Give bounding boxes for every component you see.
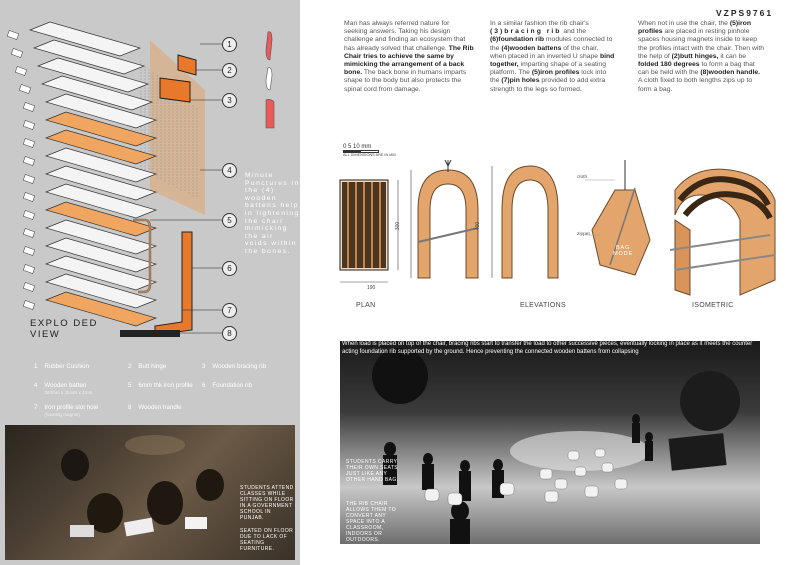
text: lock into the — [490, 69, 607, 85]
handle-ref: (8)wooden handle. — [700, 69, 761, 77]
dim-190: 190 — [367, 285, 376, 291]
plan-drawing — [340, 180, 398, 282]
legend-item-8 — [128, 404, 182, 411]
scale-note: ALL DIMENSIONS ARE IN MM — [343, 153, 396, 157]
bind-ref: bind together, — [490, 52, 615, 69]
foundation-rib-ref: (6)foundation rib — [490, 36, 544, 44]
legend-sub: 300mm x 25mm x 1mm — [44, 390, 93, 395]
legend-num: 6 — [202, 382, 206, 389]
legend-sub: (housing magnet) — [44, 412, 81, 417]
bracing-rib-piece — [7, 30, 18, 39]
technical-drawings — [330, 160, 790, 320]
legend-label: 6mm thk iron profile — [138, 382, 193, 389]
legend-item-2 — [128, 363, 166, 370]
exploded-title-line1: EXPLO DED — [30, 318, 98, 329]
bracing-rib-piece — [23, 282, 34, 291]
bracing-rib-piece — [23, 192, 34, 201]
callout-6: 6 — [222, 261, 237, 276]
load-transfer-caption: When load is placed on top of the chair, bracing ribs start to transfer the load to other successive pieces, eventually locking in place as it meets the counter acting foundation rib supported by the ground. Hence preventing the connected wooden battens from collapsing — [342, 341, 753, 355]
photo1-caption-2: SEATED ON FLOOR DUE TO LACK OF SEATING FURNITURE. — [240, 528, 294, 552]
legend-label: Foundation rib — [212, 382, 252, 389]
plan-label: PLAN — [356, 302, 376, 309]
photo1-caption-1: STUDENTS ATTEND CLASSES WHILE SITTING ON FLOOR IN A GOVERNMENT SCHOOL IN PUNJAB. — [240, 485, 294, 521]
bracing-rib-piece — [23, 264, 34, 273]
legend-label: Rubber Cushion — [44, 363, 90, 370]
legend-label: Iron profile slot hole — [44, 404, 99, 411]
bracing-rib-piece — [23, 138, 34, 147]
bracing-rib-piece — [23, 102, 34, 111]
text: imparting shape of a seating platform. The — [490, 61, 606, 77]
photo2-caption-1: STUDENTS CARRY THEIR OWN SEATS JUST LIKE ANY OTHER HAND BAG. — [346, 459, 399, 483]
callout-2: 2 — [222, 63, 237, 78]
mechanism-paragraph — [490, 20, 615, 94]
callout-7: 7 — [222, 303, 237, 318]
legend-label: Wooden handle — [138, 404, 182, 411]
text: it can be — [720, 52, 747, 60]
puncture-note: Minute Punctures in the (4) wooden battens help in lightening the chair mimicking the air voids within the bones. — [245, 172, 300, 255]
bracing-rib-piece — [23, 246, 34, 255]
callout-5: 5 — [222, 213, 237, 228]
fold-ref: folded 180 degrees — [638, 61, 700, 69]
legend-num: 7 — [34, 404, 38, 411]
text: When not in use the chair, the — [638, 20, 728, 27]
legend-label: Wooden batten — [44, 382, 87, 389]
intro-tail: The back bone in humans imparts shape to the body but also protects the spinal cord from damage. — [344, 69, 467, 93]
bag-mode-label: BAG MODE — [613, 245, 633, 257]
text: to form a bag that can be held with the — [638, 61, 755, 77]
scale-bar — [343, 144, 396, 157]
callout-8: 8 — [222, 326, 237, 341]
exploded-view-panel — [0, 0, 300, 565]
legend-num: 4 — [34, 382, 38, 389]
outdoor-class-photo — [340, 341, 760, 544]
pin-holes-ref: (7)pin holes — [501, 77, 540, 85]
hinges-ref: (2)butt hinges, — [671, 52, 719, 60]
chair-mode-label: CHAIR MODE — [437, 258, 459, 270]
folding-paragraph — [638, 20, 765, 94]
legend-item-4 — [34, 382, 92, 396]
legend-label: Butt hinge — [138, 363, 167, 370]
legend-num: 8 — [128, 404, 132, 411]
legend-item-3 — [202, 363, 266, 370]
bag-mode-drawing — [585, 160, 650, 275]
callout-3: 3 — [222, 93, 237, 108]
text: A cloth fixed to both lengths zips up to form a bag. — [638, 77, 753, 93]
legend-item-5 — [128, 382, 198, 389]
bracing-rib-piece — [23, 210, 34, 219]
battens-ref: (4)wooden battens — [501, 44, 562, 52]
exploded-title — [30, 318, 98, 340]
zipper-label: zipper — [577, 232, 591, 237]
bracing-rib-ref: (3)bracing rib — [490, 28, 562, 36]
legend-num: 2 — [128, 363, 132, 370]
text: and the — [563, 28, 587, 36]
legend-num: 3 — [202, 363, 206, 370]
cloth-label: cloth — [577, 175, 588, 180]
intro-text: Man has always referred nature for seeking answers. Taking his design challenge and finding an ecosystem that has already solved that challenge. — [344, 20, 466, 52]
project-code: VZPS9761 — [716, 8, 774, 18]
text: In a similar fashion the rib chair's — [490, 20, 589, 27]
bracing-rib-piece — [23, 120, 34, 129]
legend-label: Wooden bracing rib — [212, 363, 266, 370]
text: provided to add extra strength to the legs so formed. — [490, 77, 606, 93]
bracing-rib-piece — [15, 66, 26, 75]
bracing-rib-piece — [23, 174, 34, 183]
bracing-rib-piece — [11, 48, 22, 57]
legend-item-7 — [34, 404, 98, 418]
dim-400: 400 — [475, 221, 482, 231]
legend-item-1 — [34, 363, 89, 370]
callout-1: 1 — [222, 37, 237, 52]
callout-4: 4 — [222, 163, 237, 178]
text: are placed in resting pinhole spaces housing magnets inside to keep the profiles intact with the chair. Then with the help of — [638, 28, 765, 60]
intro-paragraph — [344, 20, 474, 94]
intro-bold: The Rib Chair tries to achieve the same by mimicking the arrangement of a back bone. — [344, 44, 474, 77]
dim-300: 300 — [395, 221, 402, 231]
text: modules connected to the — [490, 36, 613, 52]
relaxed-mode-label: RELAXED MODE — [514, 258, 546, 270]
text: of the chair, when placed in an inverted U shape — [490, 44, 599, 60]
legend-num: 1 — [34, 363, 38, 370]
legend-item-6 — [202, 382, 252, 389]
iron-profiles-ref: (5)iron profiles — [531, 69, 580, 77]
bracing-rib-piece — [23, 156, 34, 165]
iron-profiles-ref: (5)iron profiles — [638, 20, 751, 36]
isometric-drawing — [670, 169, 775, 295]
classroom-floor-photo — [5, 425, 295, 560]
bracing-rib-piece — [23, 300, 34, 309]
legend-num: 5 — [128, 382, 132, 389]
photo2-caption-2: THE RIB CHAIR ALLOWS THEM TO CONVERT ANY SPACE INTO A CLASSROOM, INDOORS OR OUTDOORS. — [346, 501, 397, 543]
exploded-title-line2: VIEW — [30, 329, 61, 340]
scale-label: 0 5 10 mm — [343, 144, 372, 150]
bracing-rib-piece — [23, 228, 34, 237]
bracing-rib-piece — [19, 84, 30, 93]
elevations-label: ELEVATIONS — [520, 302, 566, 309]
isometric-label: ISOMETRIC — [692, 302, 734, 309]
